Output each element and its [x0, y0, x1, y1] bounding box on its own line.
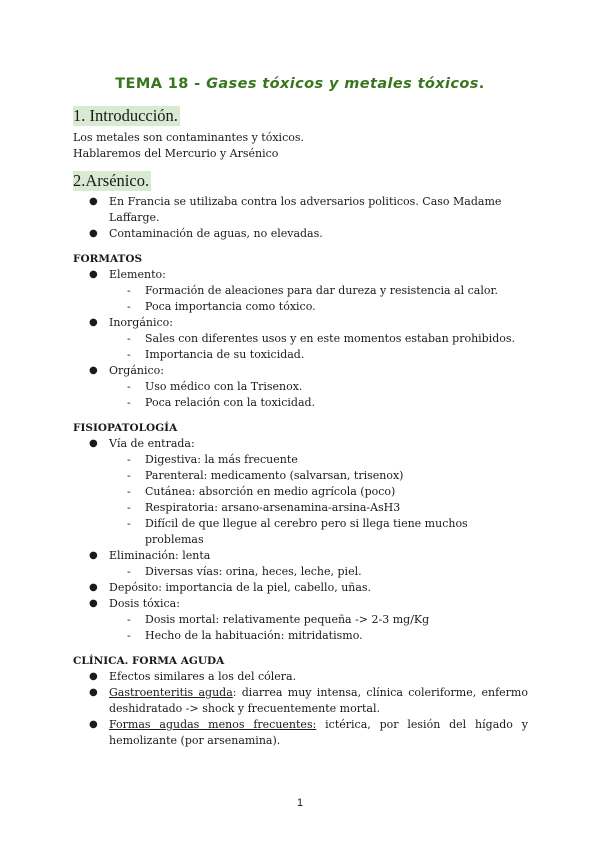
- list-item: ● Formas agudas menos frecuentes: ictérica, por lesión del hígado y hemolizante (por arsenamina).: [89, 718, 528, 747]
- sub-item: - Difícil de que llegue al cerebro pero si llega tiene muchos problemas: [127, 517, 468, 546]
- sub-item: - Parenteral: medicamento (salvarsan, trisenox): [127, 469, 404, 482]
- list-item: ● Dosis tóxica: - Dosis mortal: relativamente pequeña -> 2-3 mg/Kg - Hecho de la habituación: mitridatismo.: [73, 596, 528, 644]
- sub-item: - Dosis mortal: relativamente pequeña -> 2-3 mg/Kg: [127, 613, 430, 626]
- sub-item: - Uso médico con la Trisenox.: [127, 380, 303, 393]
- intro-line-1: Los metales son contaminantes y tóxicos.: [73, 131, 304, 144]
- section-heading-arsenico: 2.Arsénico.: [73, 171, 150, 190]
- document-title: [0, 76, 600, 92]
- sub-item: - Respiratoria: arsano-arsenamina-arsina-AsH3: [127, 501, 401, 514]
- list-item: ● Vía de entrada: - Digestiva: la más frecuente - Parenteral: medicamento (salvarsan, trisenox) - Cutánea: absorción en medio agrícola (poco) - Respiratoria: arsano-arsenamina-arsina-AsH3 - Difícil de que llegue al cerebro pero si llega tiene muchos problemas: [73, 436, 528, 548]
- title-main: TEMA 18 -: [115, 76, 207, 92]
- sub-item: - Sales con diferentes usos y en este momentos estaban prohibidos.: [127, 332, 516, 345]
- sub-item: - Importancia de su toxicidad.: [127, 348, 305, 361]
- page-number: 1: [296, 797, 304, 809]
- clinica-list: [73, 669, 528, 749]
- list-item: ● Eliminación: lenta - Diversas vías: orina, heces, leche, piel.: [73, 548, 528, 580]
- formas-agudas-term: Formas agudas menos frecuentes:: [109, 718, 317, 731]
- list-item: ● Depósito: importancia de la piel, cabello, uñas.: [89, 581, 372, 594]
- sub-item: - Poca importancia como tóxico.: [127, 300, 316, 313]
- sub-item: - Poca relación con la toxicidad.: [127, 396, 316, 409]
- intro-line-2: Hablaremos del Mercurio y Arsénico: [73, 147, 279, 160]
- sub-item: - Digestiva: la más frecuente: [127, 453, 298, 466]
- document-body: [73, 106, 528, 749]
- list-item: ● Elemento: - Formación de aleaciones para dar dureza y resistencia al calor. - Poca importancia como tóxico.: [73, 267, 528, 315]
- section-heading-introduccion: 1. Introducción.: [73, 106, 178, 125]
- formatos-list: [73, 267, 528, 411]
- title-dot: .: [478, 76, 485, 92]
- fisiopatologia-label: FISIOPATOLOGÍA: [73, 422, 178, 434]
- arsenico-list: [73, 194, 528, 242]
- clinica-label: CLÍNICA. FORMA AGUDA: [73, 655, 225, 667]
- gastroenteritis-term: Gastroenteritis aguda: [109, 686, 233, 699]
- sub-item: - Hecho de la habituación: mitridatismo.: [127, 629, 363, 642]
- title-rest: Gases tóxicos y metales tóxicos: [206, 76, 479, 92]
- list-item: ● Orgánico: - Uso médico con la Trisenox. - Poca relación con la toxicidad.: [73, 363, 528, 411]
- list-item: ● Gastroenteritis aguda: diarrea muy intensa, clínica coleriforme, enfermo deshidratado -> shock y frecuentemente mortal.: [89, 686, 528, 715]
- formatos-label: FORMATOS: [73, 253, 143, 265]
- fisiopatologia-list: [73, 436, 528, 644]
- list-item: ● En Francia se utilizaba contra los adversarios politicos. Caso Madame Laffarge.: [89, 195, 502, 224]
- list-item: ● Efectos similares a los del cólera.: [89, 670, 297, 683]
- sub-item: - Formación de aleaciones para dar dureza y resistencia al calor.: [127, 284, 499, 297]
- sub-item: - Cutánea: absorción en medio agrícola (poco): [127, 485, 396, 498]
- sub-item: - Diversas vías: orina, heces, leche, piel.: [127, 565, 362, 578]
- list-item: ● Contaminación de aguas, no elevadas.: [89, 227, 323, 240]
- list-item: ● Inorgánico: - Sales con diferentes usos y en este momentos estaban prohibidos. - Importancia de su toxicidad.: [73, 315, 528, 363]
